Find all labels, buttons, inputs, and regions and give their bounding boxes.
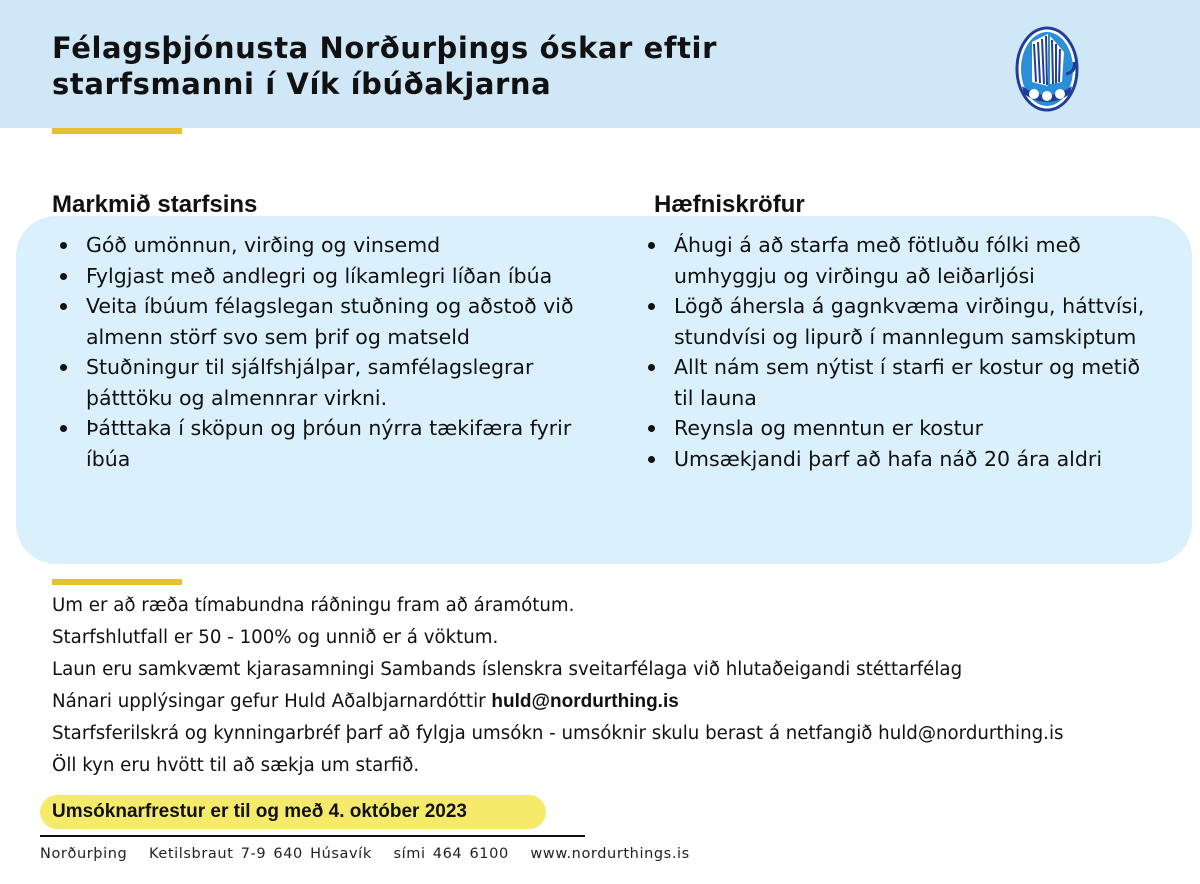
list-item: Umsækjandi þarf að hafa náð 20 ára aldri <box>640 444 1160 475</box>
accent-bar-top <box>52 128 182 134</box>
deadline-badge <box>40 795 546 829</box>
info-line: Öll kyn eru hvött til að sækja um starfið. <box>52 755 420 776</box>
contact-email-link[interactable]: huld@nordurthing.is <box>491 691 679 712</box>
info-line-contact <box>52 686 1063 718</box>
left-column-heading: Markmið starfsins <box>52 191 258 218</box>
right-column-heading: Hæfniskröfur <box>654 191 805 218</box>
list-item: Fylgjast með andlegri og líkamlegri líðan íbúa <box>52 261 582 292</box>
accent-bar-middle <box>52 579 182 585</box>
info-line: Starfsferilskrá og kynningarbréf þarf að fylgja umsókn - umsóknir skulu berast á netfangið huld@nordurthing.is <box>52 723 1064 744</box>
footer-divider <box>40 835 585 837</box>
job-info <box>52 590 1063 782</box>
deadline-text: Umsóknarfrestur er til og með 4. október 2023 <box>52 801 467 822</box>
list-item: Áhugi á að starfa með fötluðu fólki með umhyggju og virðingu að leiðarljósi <box>640 230 1160 291</box>
list-item: Veita íbúum félagslegan stuðning og aðstoð við almenn störf svo sem þrif og matseld <box>52 291 582 352</box>
list-item: Góð umönnun, virðing og vinsemd <box>52 230 582 261</box>
list-item: Reynsla og menntun er kostur <box>640 413 1160 444</box>
info-line: Um er að ræða tímabundna ráðningu fram að áramótum. <box>52 595 575 616</box>
info-line: Starfshlutfall er 50 - 100% og unnið er á vöktum. <box>52 627 499 648</box>
header-banner <box>0 0 1200 128</box>
list-item: Þátttaka í sköpun og þróun nýrra tækifæra fyrir íbúa <box>52 413 582 474</box>
list-item: Stuðningur til sjálfshjálpar, samfélagslegrar þátttöku og almennrar virkni. <box>52 352 582 413</box>
footer-contact: Norðurþing Ketilsbraut 7-9 640 Húsavík sími 464 6100 www.nordurthings.is <box>40 846 690 862</box>
page-title-line-1: Félagsþjónusta Norðurþings óskar eftir <box>52 31 717 65</box>
page-title <box>52 30 717 102</box>
info-line: Laun eru samkvæmt kjarasamningi Sambands íslenskra sveitarfélaga við hlutaðeigandi stéttarfélag <box>52 659 963 680</box>
page-title-line-2: starfsmanni í Vík íbúðakjarna <box>52 67 552 101</box>
left-column-list <box>52 230 582 474</box>
viking-ship-shield-logo <box>1014 24 1080 114</box>
right-column-list <box>640 230 1160 474</box>
contact-text: Nánari upplýsingar gefur Huld Aðalbjarnardóttir <box>52 691 492 712</box>
list-item: Allt nám sem nýtist í starfi er kostur og metið til launa <box>640 352 1160 413</box>
list-item: Lögð áhersla á gagnkvæma virðingu, háttvísi, stundvísi og lipurð í mannlegum samskiptum <box>640 291 1160 352</box>
